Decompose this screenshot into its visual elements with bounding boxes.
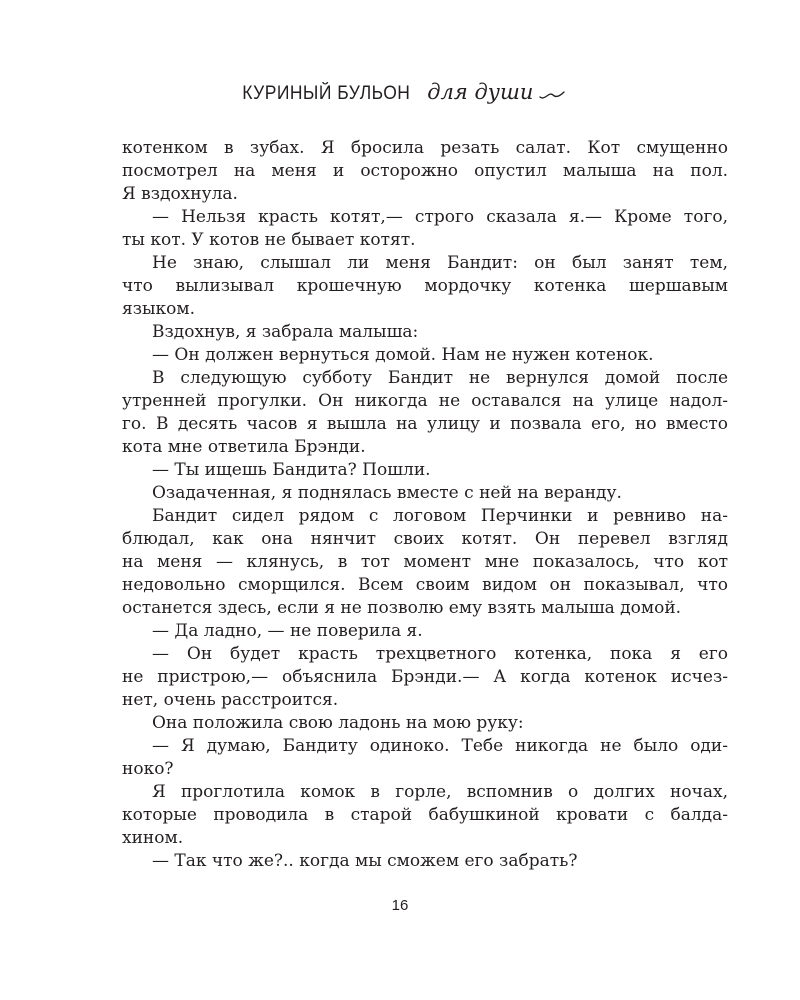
text-line: останется здесь, если я не позволю ему взять малыша домой. — [122, 598, 682, 618]
book-title-script: для души — [427, 80, 534, 104]
text-line: В следующую субботу Бандит не вернулся домой после — [152, 368, 729, 388]
text-line: — Нельзя красть котят,— строго сказала я.— Кроме того, — [152, 207, 728, 227]
text-line: Не знаю, слышал ли меня Бандит: он был занят тем, — [152, 253, 728, 273]
book-title: КУРИНЫЙ БУЛЬОН — [241, 83, 410, 104]
text-line: недовольно сморщился. Всем своим видом он показывал, что — [122, 575, 728, 595]
text-line: — Ты ищешь Бандита? Пошли. — [152, 460, 431, 480]
text-line: Я проглотила комок в горле, вспомнив о долгих ночах, — [152, 782, 728, 802]
text-line: — Он должен вернуться домой. Нам не нужен котенок. — [152, 345, 654, 365]
text-line: го. В десять часов я вышла на улицу и позвала его, но вместо — [122, 414, 728, 434]
text-line: Бандит сидел рядом с логовом Перчинки и ревниво на- — [152, 506, 728, 526]
text-line: на меня — клянусь, в тот момент мне показалось, что кот — [122, 552, 729, 572]
text-line: что вылизывал крошечную мордочку котенка шершавым — [122, 276, 729, 296]
text-line: утренней прогулки. Он никогда не оставался на улице надол- — [122, 391, 729, 411]
swash-ornament-icon — [539, 88, 565, 102]
text-line: ноко? — [122, 759, 174, 779]
text-line: — Я думаю, Бандиту одиноко. Тебе никогда не было оди- — [152, 736, 728, 756]
text-line: языком. — [122, 299, 196, 319]
text-line: — Он будет красть трехцветного котенка, пока я его — [152, 644, 729, 664]
text-line: котенком в зубах. Я бросила резать салат. Кот смущенно — [122, 138, 728, 158]
body-text — [122, 137, 728, 873]
running-head — [0, 80, 800, 105]
text-line: — Так что же?.. когда мы сможем его забрать? — [152, 851, 578, 871]
text-line: Озадаченная, я поднялась вместе с ней на веранду. — [152, 483, 622, 503]
text-line: кота мне ответила Брэнди. — [122, 437, 366, 457]
text-line: которые проводила в старой бабушкиной кровати с балда- — [122, 805, 728, 825]
text-line: Она положила свою ладонь на мою руку: — [152, 713, 524, 733]
page-number: 16 — [391, 897, 409, 914]
text-line: нет, очень расстроится. — [122, 690, 339, 710]
text-line: блюдал, как она нянчит своих котят. Он перевел взгляд — [122, 529, 728, 549]
text-line: — Да ладно, — не поверила я. — [152, 621, 423, 641]
text-line: посмотрел на меня и осторожно опустил малыша на пол. — [122, 161, 729, 181]
text-line: Вздохнув, я забрала малыша: — [152, 322, 419, 342]
text-line: хином. — [122, 828, 184, 848]
text-line: Я вздохнула. — [122, 184, 238, 204]
text-line: ты кот. У котов не бывает котят. — [122, 230, 416, 250]
text-line: не пристрою,— объяснила Брэнди.— А когда котенок исчез- — [122, 667, 728, 687]
